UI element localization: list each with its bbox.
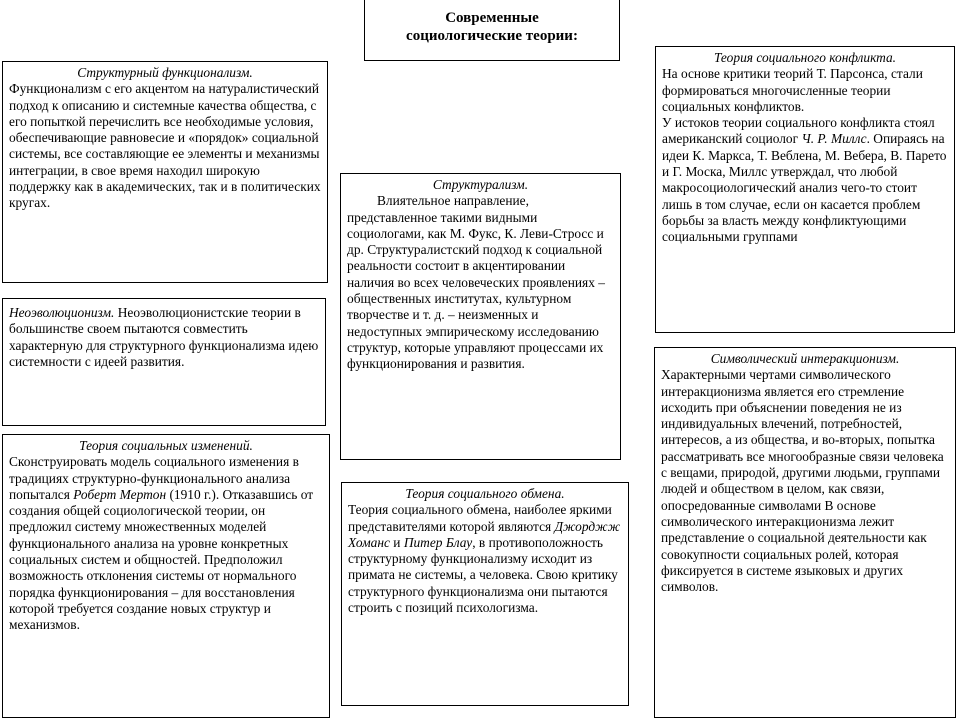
neoevolutionism-title: Неоэволюционизм.: [9, 305, 115, 320]
social-exchange-box: [341, 482, 629, 706]
social-exchange-conj: и: [389, 534, 404, 550]
social-change-box: [2, 434, 330, 718]
symbolic-interactionism-text: Характерными чертами символического интеракционизма является его стремление исходить при объяснении поведения не из индивидуальных влечений, потребностей, интересов, а из общества, и во-вторых, попытка рассматривать все многообразные связи человека с вещами, природой, другими людьми, группами людей и обществом в целом, как связи, опосредованные символами В основе символического интеракционизма лежит представление о социальной деятельности как совокупности социальных ролей, которая фиксируется в системе языковых и других символов.: [661, 367, 944, 595]
social-conflict-name: Ч. Р. Миллс: [801, 131, 867, 147]
main-title-line1: Современные: [445, 10, 539, 26]
neoevolutionism-box: [2, 298, 326, 426]
social-exchange-name2: Питер Блау: [403, 534, 473, 550]
symbolic-interactionism-title: Символический интеракционизм.: [710, 351, 900, 366]
symbolic-interactionism-box: [654, 347, 956, 718]
neoevolutionism-text: Неоэволюционистские теории в большинстве своем пытаются совместить характерную для структурного функционализма идею системности с идеей развития.: [9, 305, 319, 369]
social-change-text-before: Сконструировать модель социального изменения в традициях структурно-функционального анализа попытался: [9, 454, 299, 502]
social-change-name: Роберт Мертон: [73, 486, 167, 502]
structural-functionalism-box: [2, 61, 328, 283]
social-exchange-text-after: , в противоположность структурному функционализму исходит из примата не системы, а человека. Свою критику структурного функционализма они пытаются строить с позиций психологизма.: [348, 534, 618, 616]
social-conflict-title: Теория социального конфликта.: [713, 50, 897, 65]
social-conflict-text2-before: У истоков теории социального конфликта стоял американский социолог: [662, 115, 935, 147]
social-exchange-text-before: Теория социального обмена, наиболее яркими представителями которой являются: [348, 502, 612, 534]
social-change-title: Теория социальных изменений.: [79, 438, 253, 453]
structuralism-box: [340, 173, 621, 460]
main-title-line2: социологические теории:: [406, 28, 578, 44]
social-conflict-text2-after: . Опираясь на идеи К. Маркса, Т. Веблена, М. Вебера, В. Парето и Г. Моска, Миллс утверждал, что любой макросоциологический анализ чего-то стоит лишь в том случае, если он касается проблем борьбы за власть между конфликтующими социальными группами: [662, 131, 947, 245]
social-conflict-box: [655, 46, 955, 333]
main-title: [364, 0, 620, 61]
structural-functionalism-title: Структурный функционализм.: [77, 65, 253, 80]
structuralism-text: Влиятельное направление, представленное такими видными социологами, как М. Фукс, К. Леви-Стросс и др. Структуралистский подход к социальной реальности состоит в акцентировании наличия во всех человеческих проявлениях – общественных институтах, культурном творчестве и т. д. – неизменных и недоступных эмпирическому исследованию структур, которые управляют процессами их функционирования и развития.: [347, 193, 605, 372]
structuralism-title: Структурализм.: [432, 177, 529, 192]
social-exchange-title: Теория социального обмена.: [405, 486, 565, 501]
social-conflict-text1: На основе критики теорий Т. Парсонса, стали формироваться многочисленные теории социальных конфликтов.: [662, 66, 923, 114]
social-change-text-after: (1910 г.). Отказавшись от создания общей социологической теории, он предложил систему множественных моделей функционального анализа на уровне конкретных социальных систем и общностей. Предположил возможность отклонения системы от нормального порядка функционирования – для восстановления которой требуется создание новых структур и механизмов.: [9, 486, 314, 633]
social-exchange-name1: Джорджж Хоманс: [348, 518, 621, 550]
structural-functionalism-text: Функционализм с его акцентом на натуралистический подход к описанию и системные качества общества, с его попыткой перечислить все необходимые условия, обеспечивающие равновесие и «порядок» социальной системы, все составляющие ее элементы и механизмы интеграции, в свое время находил широкую поддержку как в академических, так и в политических кругах.: [9, 81, 321, 211]
